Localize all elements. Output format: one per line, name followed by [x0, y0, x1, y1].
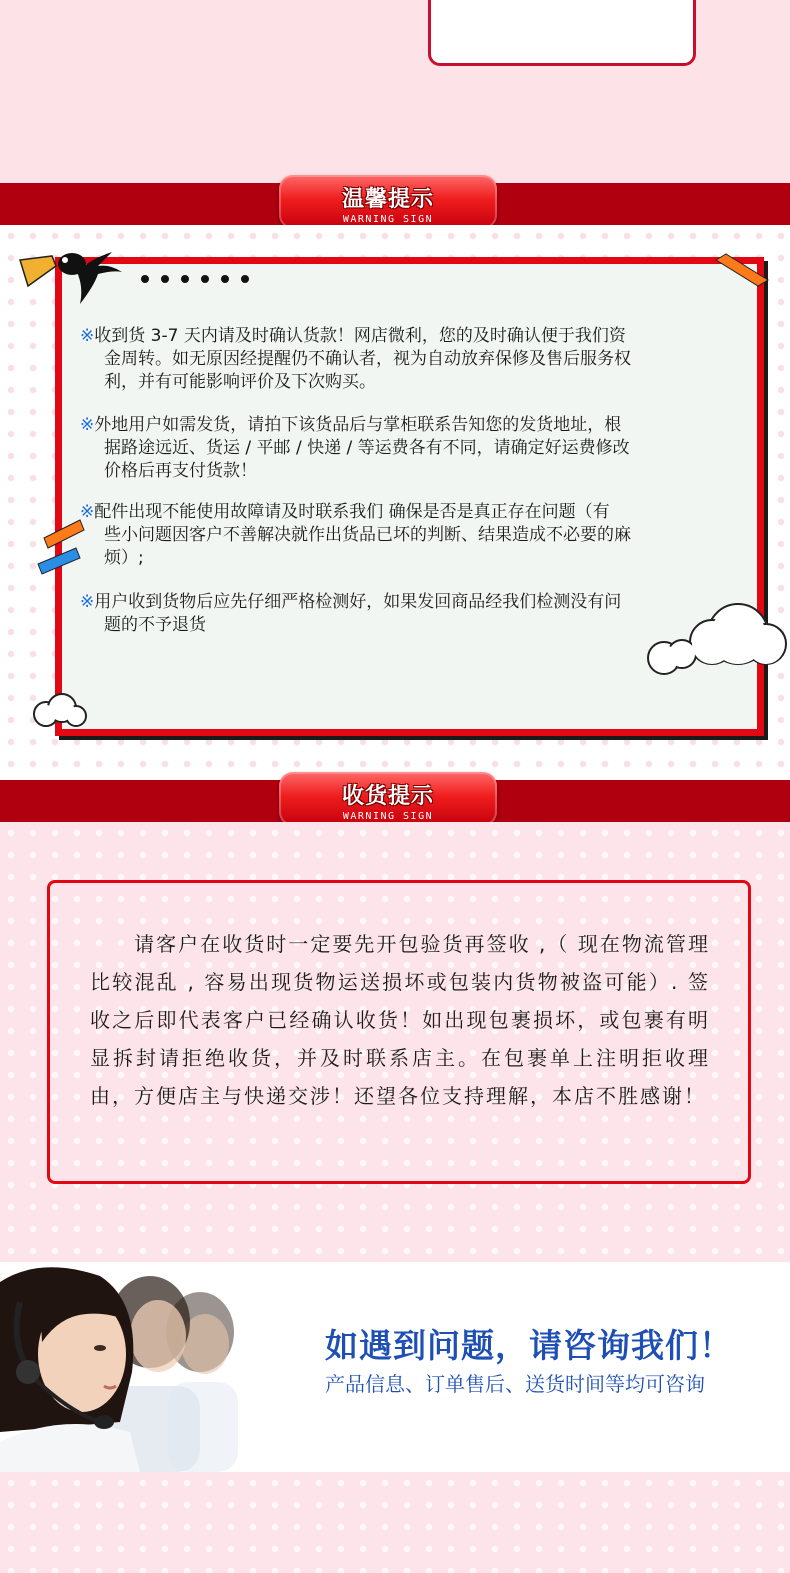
receiving-tips-subtitle: WARNING SIGN	[342, 811, 434, 822]
reference-mark-icon: ※	[80, 592, 95, 612]
tip-item: ※收到货 3-7 天内请及时确认货款！网店微利，您的及时确认便于我们资 金周转。如无原因经提醒仍不确认者，视为自动放弃保修及售后服务权 利，并有可能影响评价及下次购买。	[80, 326, 631, 392]
ribbon-icon	[712, 252, 772, 290]
bottom-area	[0, 1472, 790, 1573]
tip-item: ※配件出现不能使用故障请及时联系我们 确保是否是真正存在问题（有 些小问题因客户不善解决就作出货品已坏的判断、结果造成不必要的麻 烦）;	[80, 502, 631, 568]
cloud-icon	[638, 596, 790, 680]
warm-tips-subtitle: WARNING SIGN	[342, 214, 434, 225]
top-white-box	[428, 0, 696, 66]
bird-icon	[18, 246, 128, 312]
warm-tips-title: 温馨提示	[341, 187, 434, 212]
reference-mark-icon: ※	[80, 502, 95, 522]
contact-subline: 产品信息、订单售后、送货时间等均可咨询	[325, 1372, 705, 1396]
contact-headline: 如遇到问题，请咨询我们！	[325, 1326, 733, 1365]
reference-mark-icon: ※	[80, 415, 95, 435]
reference-mark-icon: ※	[80, 326, 95, 346]
tip-item: ※外地用户如需发货，请拍下该货品后与掌柜联系告知您的发货地址，根 据路途远近、货运 / 平邮 / 快递 / 等运费各有不同，请确定好运费修改 价格后再支付货款！	[80, 415, 630, 481]
receiving-tips-text: 请客户在收货时一定要先开包验货再签收 ,（ 现在物流管理比较混乱 , 容易出现货物运送损坏或包装内货物被盗可能）. 签收之后即代表客户已经确认收货！如出现包裹损坏，或包裹有明显拆封请拒绝收货，并及时联系店主。在包裹单上注明拒收理由，方便店主与快递交涉！还望各位支持理解，本店不胜感谢！	[90, 932, 710, 1108]
receiving-tips-banner	[279, 772, 497, 826]
headset-icon	[0, 1262, 300, 1472]
warm-tips-banner	[279, 175, 497, 229]
cloud-icon	[26, 690, 92, 730]
decorative-dots	[141, 268, 261, 287]
tip-item: ※用户收到货物后应先仔细严格检测好，如果发回商品经我们检测没有问 题的不予退货	[80, 592, 622, 635]
receiving-tips-title: 收货提示	[341, 784, 434, 809]
